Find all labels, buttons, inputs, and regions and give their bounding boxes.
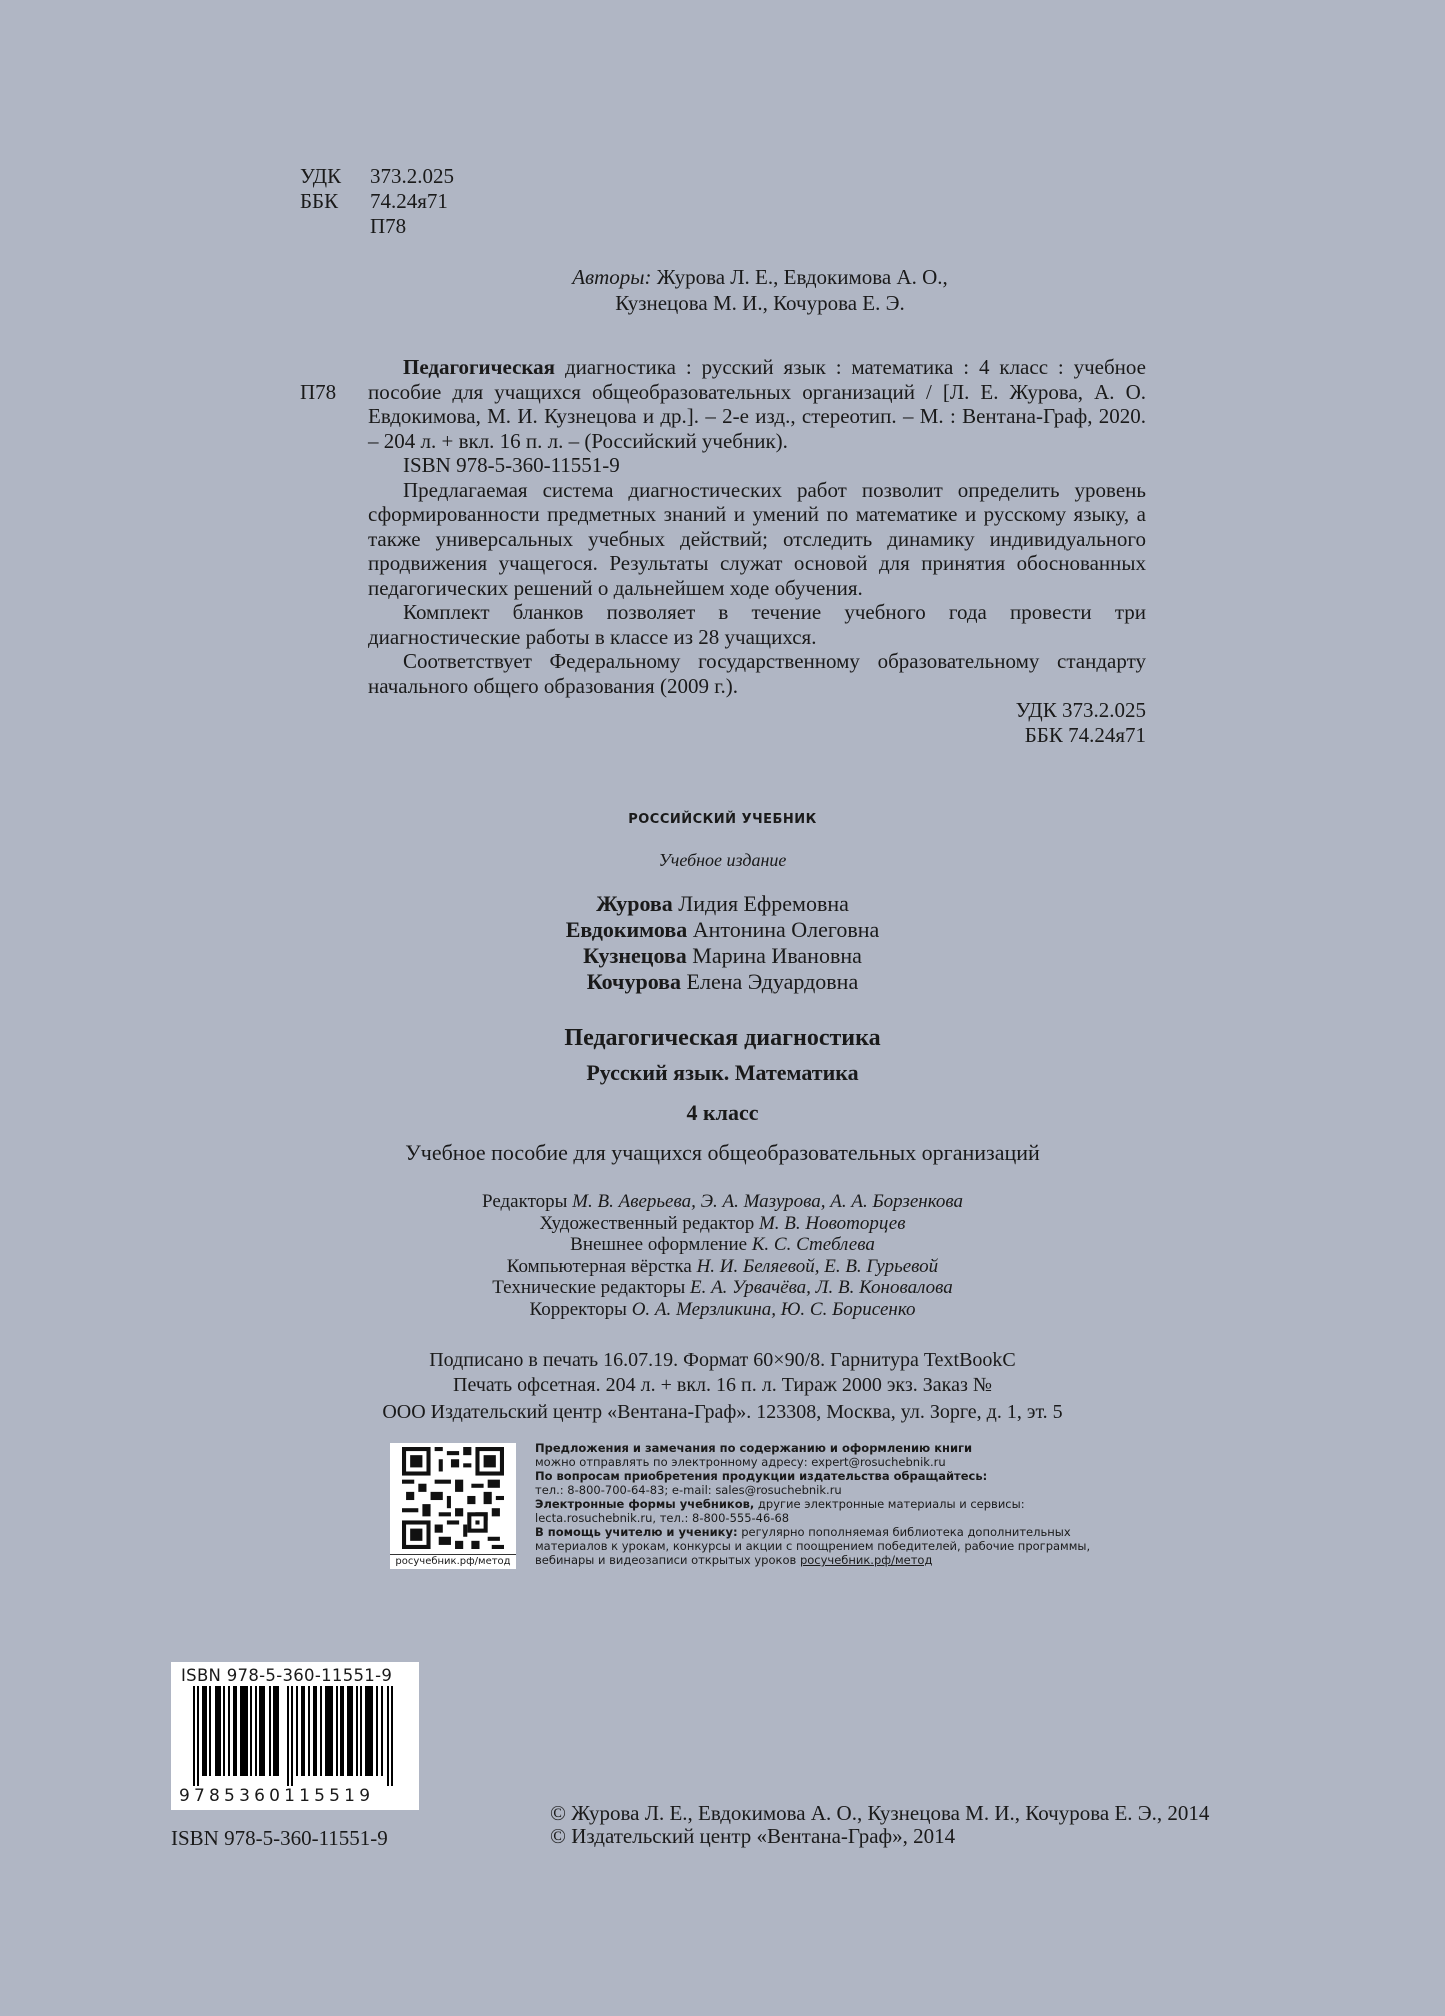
bbk-label: ББК xyxy=(300,189,339,213)
edition-kind: Учебное издание xyxy=(658,850,787,870)
bbk-value: 74.24я71 xyxy=(370,189,448,213)
author-name: Евдокимова Антонина Олеговна xyxy=(565,917,880,942)
purchase-heading: По вопросам приобретения продукции издательства обращайтесь: xyxy=(535,1469,988,1483)
print-line-1: Подписано в печать 16.07.19. Формат 60×90/8. Гарнитура TextBookC xyxy=(429,1349,1016,1371)
credit-line: Корректоры О. А. Мерзликина, Ю. С. Борисенко xyxy=(529,1298,916,1320)
print-line-2: Печать офсетная. 204 л. + вкл. 16 п. л. Тираж 2000 экз. Заказ № xyxy=(453,1374,992,1396)
author-name: Кочурова Елена Эдуардовна xyxy=(586,969,859,994)
bibliographic-record xyxy=(368,355,1146,747)
credit-line: Редакторы М. В. Аверьева, Э. А. Мазурова, А. А. Борзенкова xyxy=(482,1191,963,1212)
book-subtitle: Русский язык. Математика xyxy=(586,1060,859,1085)
authors-names-2: Кузнецова М. И., Кочурова Е. Э. xyxy=(615,291,905,315)
contacts-block: Предложения и замечания по содержанию и оформлению книги можно отправлять по электронному адресу: expert@rosuchebnik.ru По вопросам приобретения продукции издательства обращайтесь: тел.: 8-800-700-64-83; e-mail: sales@rosuchebnik.ru Электронные формы учебников, другие электронные материалы и сервисы: lecta.rosuchebnik.ru, тел.: 8-800-555-46-68 В помощь учителю и ученику: регулярно пополняемая библиотека дополнительных материалов к урокам, конкурсы и акции с поощрением победителей, рабочие программы, вебинары и видеозаписи открытых уроков росучебник.рф/метод xyxy=(535,1441,1135,1567)
series-label: РОССИЙСКИЙ УЧЕБНИК xyxy=(628,812,817,827)
feedback-text: можно отправлять по электронному адресу: expert@rosuchebnik.ru xyxy=(535,1455,946,1469)
isbn-text: ISBN 978-5-360-11551-9 xyxy=(171,1826,388,1850)
classification-block xyxy=(300,164,454,239)
credit-line: Технические редакторы Е. А. Урвачёва, Л. В. Коновалова xyxy=(492,1277,953,1298)
book-title: Педагогическая диагностика xyxy=(564,1025,881,1051)
publisher-address: ООО Издательский центр «Вентана-Граф». 123308, Москва, ул. Зорге, д. 1, эт. 5 xyxy=(382,1401,1063,1423)
author-full-names xyxy=(0,891,1445,995)
annotation-1: Предлагаемая система диагностических работ позволит определить уровень сформированности предметных знаний и умений по математике и русскому языку, а также универсальных учебных действий; отследить динамику индивидуального продвижения учащегося. Результаты служат основой для принятия обоснованных педагогических решений о дальнейшем ходе обучения. xyxy=(368,477,1146,600)
side-code: П78 xyxy=(300,380,337,404)
credit-line: Компьютерная вёрстка Н. И. Беляевой, Е. В. Гурьевой xyxy=(506,1255,939,1277)
annotation-3: Соответствует Федеральному государственному образовательному стандарту начального общего образования (2009 г.). xyxy=(368,649,1146,698)
bbk-right: ББК 74.24я71 xyxy=(1024,722,1146,747)
qr-code-icon xyxy=(402,1447,504,1549)
credit-line: Внешнее оформление К. С. Стеблева xyxy=(570,1234,875,1255)
eforms-heading: Электронные формы учебников, xyxy=(535,1497,755,1511)
udk-label: УДК xyxy=(300,164,342,188)
author-name: Журова Лидия Ефремовна xyxy=(596,891,849,916)
udk-right: УДК 373.2.025 xyxy=(1015,698,1146,722)
annotation-2: Комплект бланков позволяет в течение учебного года провести три диагностические работы в классе из 28 учащихся. xyxy=(368,600,1146,649)
eforms-text: lecta.rosuchebnik.ru, тел.: 8-800-555-46-68 xyxy=(535,1511,790,1525)
authors-names-1: Журова Л. Е., Евдокимова А. О., xyxy=(656,265,948,289)
feedback-heading: Предложения и замечания по содержанию и оформлению книги xyxy=(535,1441,973,1455)
barcode-digits: 9785360115519 xyxy=(179,1786,375,1806)
copyright-publisher: © Издательский центр «Вентана-Граф», 2014 xyxy=(550,1824,956,1848)
record-isbn: ISBN 978-5-360-11551-9 xyxy=(403,453,620,477)
book-purpose: Учебное пособие для учащихся общеобразовательных организаций xyxy=(405,1140,1040,1165)
barcode-icon xyxy=(185,1686,405,1786)
barcode-isbn-label: ISBN 978-5-360-11551-9 xyxy=(181,1666,393,1685)
copyright-block xyxy=(550,1802,1209,1848)
credits-block xyxy=(0,1191,1445,1320)
qr-code[interactable] xyxy=(390,1443,516,1569)
isbn-barcode xyxy=(171,1662,419,1810)
copyright-authors: © Журова Л. Е., Евдокимова А. О., Кузнецова М. И., Кочурова Е. Э., 2014 xyxy=(550,1801,1210,1825)
credit-line: Художественный редактор М. В. Новоторцев xyxy=(539,1212,906,1234)
method-link[interactable]: росучебник.рф/метод xyxy=(799,1553,933,1567)
purchase-text: тел.: 8-800-700-64-83; e-mail: sales@rosuchebnik.ru xyxy=(535,1483,842,1497)
record-text: диагностика : русский язык : математика : 4 класс : учебное пособие для учащихся общеобразовательных организаций / [Л. Е. Журова, А. О. Евдокимова, М. И. Кузнецова и др.]. – 2-е изд., стереотип. – М. : Вентана-Граф, 2020. – 204 л. + вкл. 16 п. л. – (Российский учебник). xyxy=(368,355,1147,453)
qr-caption: росучебник.рф/метод xyxy=(390,1554,516,1567)
author-code: П78 xyxy=(370,214,407,238)
author-name: Кузнецова Марина Ивановна xyxy=(583,943,862,968)
udk-value: 373.2.025 xyxy=(370,164,454,188)
authors-label: Авторы xyxy=(572,265,645,289)
authors-line: Авторы: Журова Л. Е., Евдокимова А. О., Кузнецова М. И., Кочурова Е. Э. xyxy=(500,264,1020,316)
help-heading: В помощь учителю и ученику: xyxy=(535,1525,738,1539)
print-info xyxy=(0,1348,1445,1398)
record-title-bold: Педагогическая xyxy=(403,355,556,379)
book-grade: 4 класс xyxy=(686,1100,759,1125)
